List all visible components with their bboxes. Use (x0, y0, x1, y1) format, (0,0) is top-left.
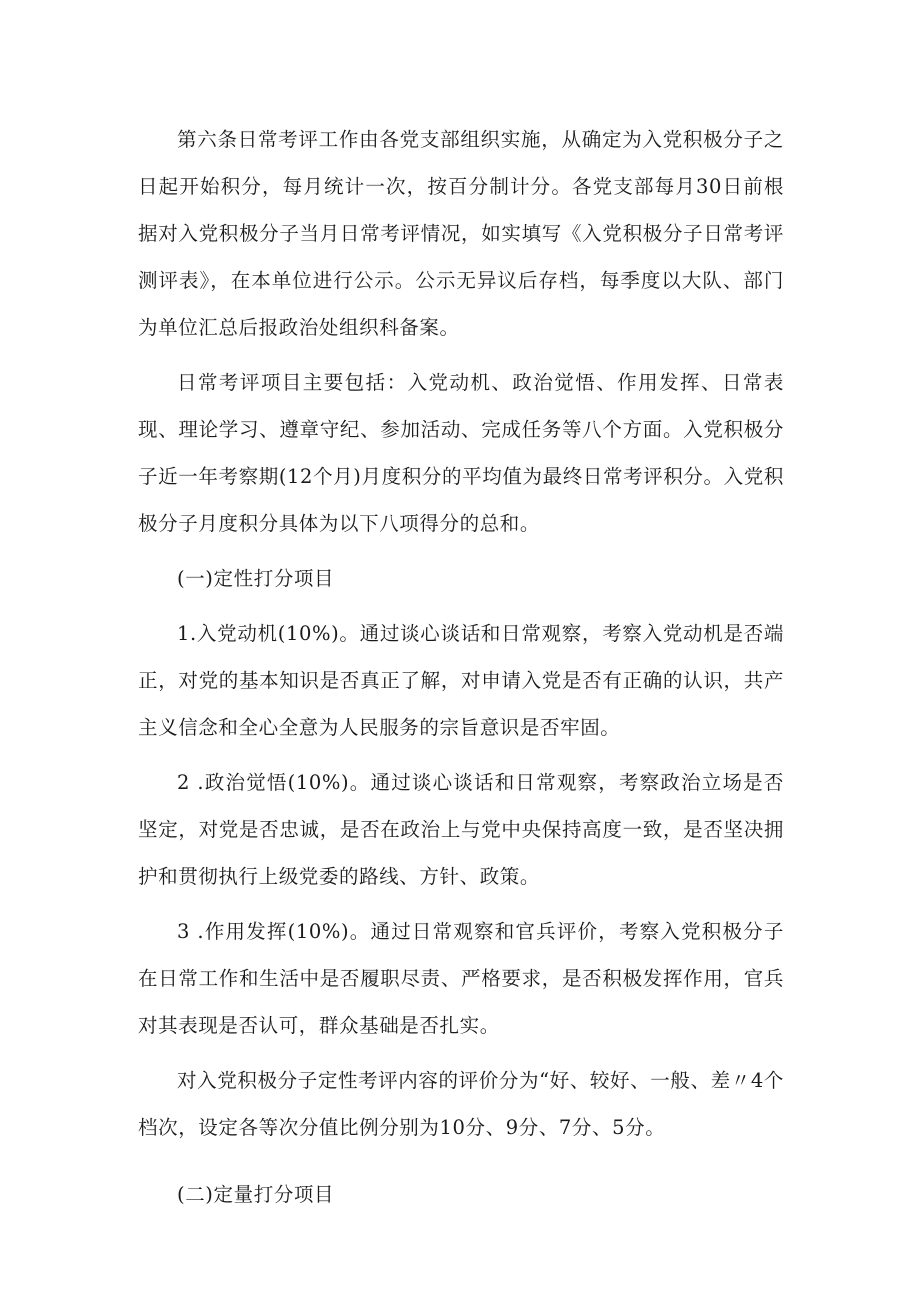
document-body (138, 116, 784, 1226)
paragraph-evaluation-items: 日常考评项目主要包括：入党动机、政治觉悟、作用发挥、日常表现、理论学习、遵章守纪、参加活动、完成任务等八个方面。入党积极分子近一年考察期(12个月)月度积分的平均值为最终日常考评积分。入党积极分子月度积分具体为以下八项得分的总和。 (138, 371, 784, 535)
paragraph-item-role: 3 .作用发挥(10%)。通过日常观察和官兵评价，考察入党积极分子在日常工作和生活中是否履职尽责、严格要求，是否积极发挥作用，官兵对其表现是否认可，群众基础是否扎实。 (138, 920, 784, 1037)
section-heading-qualitative: (一)定性打分项目 (177, 567, 335, 590)
paragraph-item-motivation: 1.入党动机(10%)。通过谈心谈话和日常观察，考察入党动机是否端正，对党的基本知识是否真正了解，对申请入党是否有正确的认识，共产主义信念和全心全意为人民服务的宗旨意识是否牢固。 (138, 622, 784, 739)
paragraph-article-6: 第六条日常考评工作由各党支部组织实施，从确定为入党积极分子之日起开始积分，每月统计一次，按百分制计分。各党支部每月30日前根据对入党积极分子当月日常考评情况，如实填写《入党积极分子日常考评测评表》，在本单位进行公示。公示无异议后存档，每季度以大队、部门为单位汇总后报政治处组织科备案。 (138, 128, 784, 339)
paragraph-item-political-awareness: 2 .政治觉悟(10%)。通过谈心谈话和日常观察，考察政治立场是否坚定，对党是否忠诚，是否在政治上与党中央保持高度一致，是否坚决拥护和贯彻执行上级党委的路线、方针、政策。 (138, 771, 784, 888)
paragraph-grading: 对入党积极分子定性考评内容的评价分为“好、较好、一般、差〃4个档次，设定各等次分值比例分别为10分、9分、7分、5分。 (138, 1069, 784, 1139)
section-heading-quantitative: (二)定量打分项目 (177, 1183, 335, 1206)
